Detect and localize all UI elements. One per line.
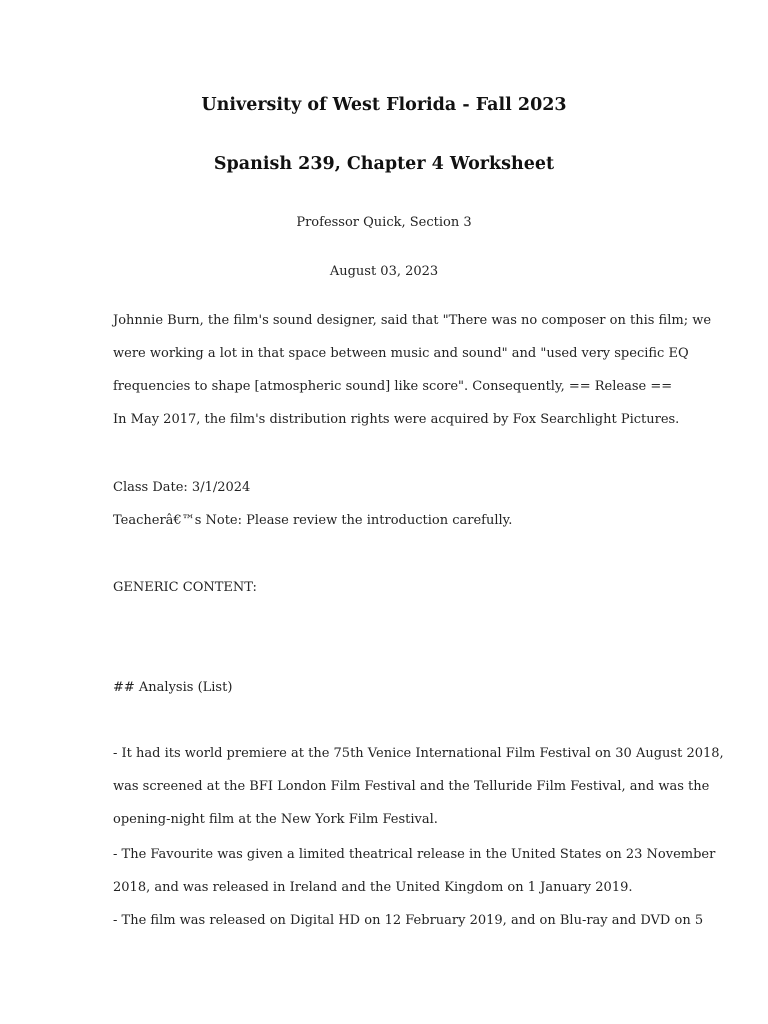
professor-line: Professor Quick, Section 3: [296, 215, 472, 230]
list-line: was screened at the BFI London Film Festival and the Telluride Film Festival, and was the: [113, 779, 710, 794]
university-title: University of West Florida - Fall 2023: [201, 95, 567, 115]
list-line: - It had its world premiere at the 75th Venice International Film Festival on 30 August 2018,: [113, 746, 724, 761]
intro-line: were working a lot in that space between music and sound" and "used very specific EQ: [113, 346, 689, 361]
teacher-note: Teacherâ€™s Note: Please review the introduction carefully.: [113, 513, 513, 528]
intro-line: frequencies to shape [atmospheric sound] like score". Consequently, == Release ==: [113, 379, 673, 394]
list-line: opening-night film at the New York Film Festival.: [113, 812, 438, 827]
list-line: 2018, and was released in Ireland and the United Kingdom on 1 January 2019.: [113, 880, 633, 895]
intro-line: Johnnie Burn, the film's sound designer, said that "There was no composer on this film; we: [113, 313, 712, 328]
analysis-heading: ## Analysis (List): [113, 680, 233, 695]
document-date: August 03, 2023: [329, 264, 439, 279]
worksheet-title: Spanish 239, Chapter 4 Worksheet: [213, 154, 555, 174]
list-line: - The film was released on Digital HD on 12 February 2019, and on Blu-ray and DVD on 5: [113, 913, 704, 928]
generic-content-heading: GENERIC CONTENT:: [113, 580, 257, 595]
intro-line: In May 2017, the film's distribution rights were acquired by Fox Searchlight Pictures.: [113, 412, 680, 427]
class-date: Class Date: 3/1/2024: [113, 480, 251, 495]
list-line: - The Favourite was given a limited theatrical release in the United States on 23 November: [113, 847, 716, 862]
